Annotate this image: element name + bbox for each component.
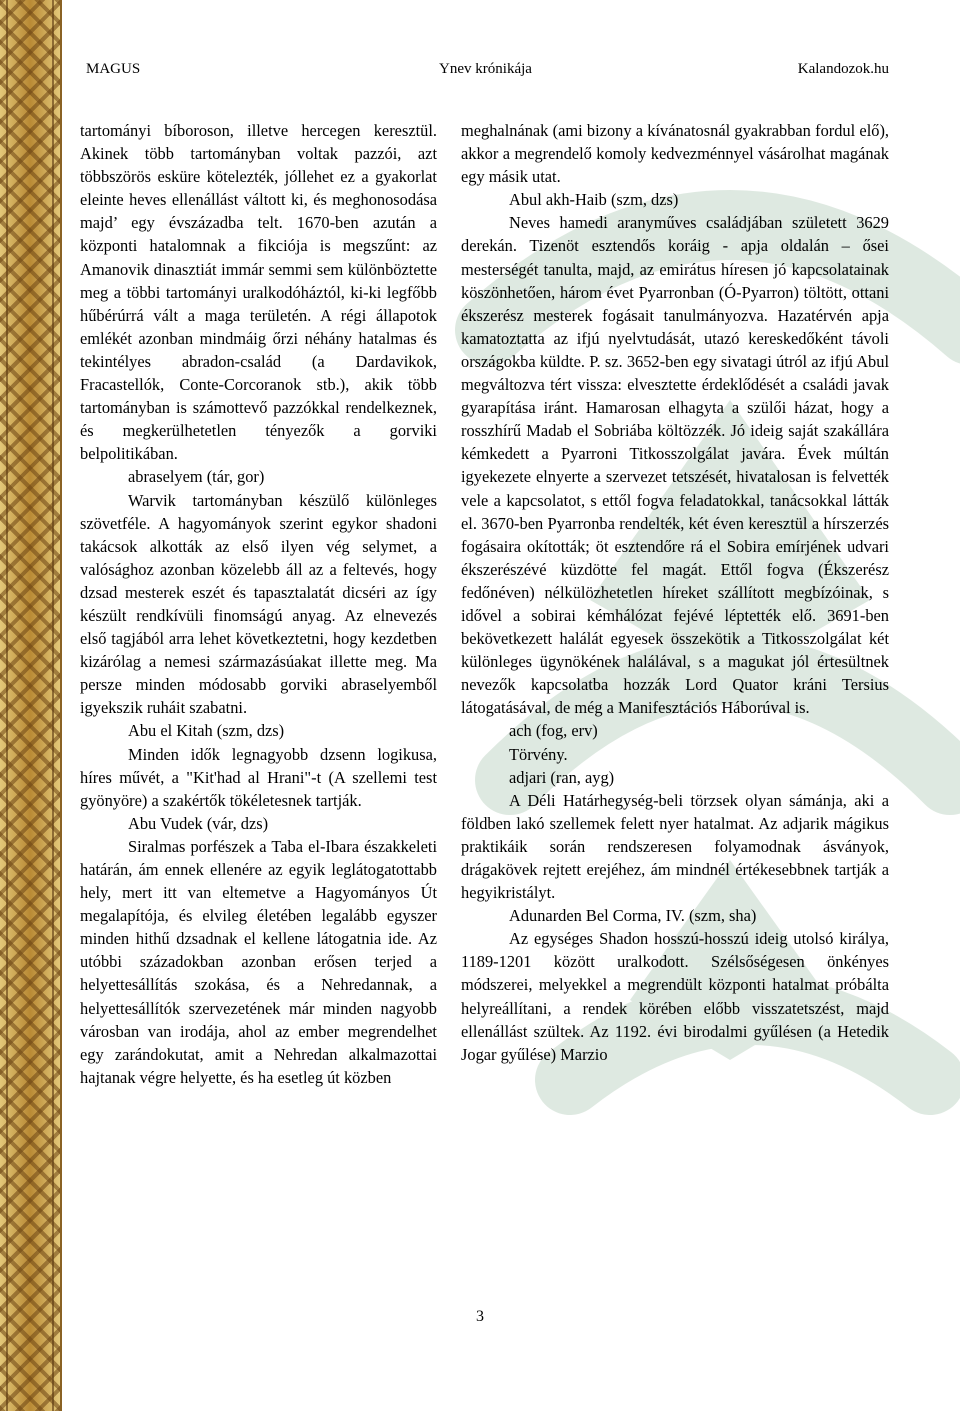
paragraph: Minden idők legnagyobb dzsenn logikusa, híres művét, a "Kit'had al Hrani"-t (A szellemi test gyönyöre) a szakértők tökéletesnek tartják.: [80, 744, 437, 810]
page-number: 3: [476, 1308, 484, 1325]
header-center: Ynev krónikája: [439, 61, 532, 77]
paragraph: Siralmas porfészek a Taba el-Ibara északkeleti határán, ám ennek ellenére az egyik leglátogatottabb hely, mert itt van eltemetve a Hagyományos Út megalapítója, és elvileg életében legalább egyszer minden hithű dzsadnak el kellene látogatnia ide. Az utóbbi századokban azonban erősen terjed a helyettesállítás szokása, és a Nehredannak, a helyettesállítók szervezetének már minden nagyobb városban van irodája, ahol az ember megrendelhet egy zarándokutat, amit a Nehredan alkalmazottai hajtanak végre helyette, és ha esetleg út közben: [80, 836, 437, 1087]
paragraph: tartományi bíboroson, illetve hercegen keresztül. Akinek több tartományban voltak pazzói, azt többszörös esküre kötelezték, jóllehet ez a gyakorlat eleinte heves ellenállást váltott ki, és meghonosodása majd’ egy évszázadba telt. 1670-ben azután a központi hatalomnak a fikciója is megszűnt: az Amanovik dinasztiát immár semmi sem különböztette meg a többi tartományi uralkodóháztól, ki-ki legfőbb hűbérúrrá vált a maga területén. A régi állapotok emlékét azonban mindmáig őrzi néhány hatalmas és tekintélyes abradon-család (a Dardavikok, Fracastellók, Conte-Corcoranok stb.), akik több tartományban is számottevő pazzókkal rendelkeznek, és megkerülhetetlen tényezők a gorviki belpolitikában.: [80, 121, 437, 464]
paragraph: A Déli Határhegység-beli törzsek olyan sámánja, aki a földben lakó szellemek felett nyer hatalmat. Az adjarik mágikus praktikáik során rendszeresen folyamodnak ásványok, drágakövek rejtett erejéhez, ám mindnél értékesebbnek tartják a hegyikristályt.: [461, 790, 889, 903]
header-left: MAGUS: [86, 61, 141, 77]
left-column: [80, 119, 437, 1089]
entry-heading: Abul akh-Haib (szm, dzs): [509, 190, 679, 210]
entry-heading: Adunarden Bel Corma, IV. (szm, sha): [509, 906, 757, 926]
entry-heading: ach (fog, erv): [509, 721, 598, 741]
entry-heading: Abu el Kitah (szm, dzs): [128, 721, 285, 741]
paragraph: Warvik tartományban készülő különleges szövetféle. A hagyományok szerint egykor shadoni takácsok alkották az első ilyen vég selymet, a valósághoz azonban közelebb áll az a feltevés, hogy dzsad mesterek eszét és tapasztalatát dicséri az így készült rendkívüli finomságú anyag. Az elnevezés első tagjából arra lehet következtetni, hogy kezdetben kizárólag a nemesi származásúakat illette meg. Ma persze minden módosabb gorviki abraselyemből igyekszik ruháit szabatni.: [80, 490, 437, 718]
page-header: [82, 58, 889, 82]
entry-heading: abraselyem (tár, gor): [128, 467, 265, 487]
entry-heading: adjari (ran, ayg): [509, 767, 615, 787]
paragraph: Törvény.: [509, 744, 568, 764]
paragraph: Az egységes Shadon hosszú-hosszú ideig utolsó királya, 1189-1201 között uralkodott. Szélsőségesen önkényes módszerei, melyekkel a megrendült központi hatalmat próbálta helyreállítani, a rendek körében előbb visszatetszést, majd ellenállást szültek. Az 1192. évi birodalmi gyűlésen (a Hetedik Jogar gyűlése) Marzio: [461, 929, 889, 1064]
header-right: Kalandozok.hu: [797, 61, 889, 77]
decorative-border: [0, 0, 62, 1411]
paragraph: Neves hamedi aranyműves családjában született 3629 derekán. Tizenöt esztendős koráig - apja oldalán – ősei mesterségét tanulta, majd, az emirátus híresen jó kapcsolatainak köszönhetően, három évet Pyarronban (Ó-Pyarron) töltött, ottani ékszerész mesterek fogásait tanulmányozva. Hazatérvén apja kamatoztatta az ifjú nyelvtudását, utazó kereskedőként távoli országokba küldte. P. sz. 3652-ben egy sivatagi útról az ifjú Abul megváltozva tért vissza: elvesztette érdeklődését a családi javak gyarapítása iránt. Hamarosan elhagyta a szülői házat, hogy a rosszhírű Madab el Sobriába költözzék. Jó ideig saját szakállára kémkedett a Pyarroni Titkosszolgálat javára. Évek múltán igyekezete elnyerte a szervezet tetszését, hivatalosan is felvették vele a kapcsolatot, s ettől fogva feladatokkal, tanácsokkal látták el. 3670-ben Pyarronba rendelték, két éven keresztül a hírszerzés fogásaira okították; öt esztendőre rá el Sobira emírjének udvari ékszerészévé küzdötte fel magát. Ettől fogva (Ékszerész fedőnéven) nélkülözhetetlen híreket szállított megbízóinak, s idővel a sobirai kémhálózat fejévé léptették elő. 3691-ben bekövetkezett halálát egyesek összekötik a Titkosszolgálat két különleges ügynökének halálával, s a magukat jól értesültnek nevezők kapcsolatba hozzák Lord Quator kráni Tersius látogatásával, de még a Manifesztációs Háborúval is.: [461, 213, 889, 718]
entry-heading: Abu Vudek (vár, dzs): [128, 813, 269, 833]
right-column: [461, 119, 889, 1066]
paragraph: meghalnának (ami bizony a kívánatosnál gyakrabban fordul elő), akkor a megrendelő komoly kedvezménnyel vásárolhat magának egy másik utat.: [461, 121, 889, 187]
